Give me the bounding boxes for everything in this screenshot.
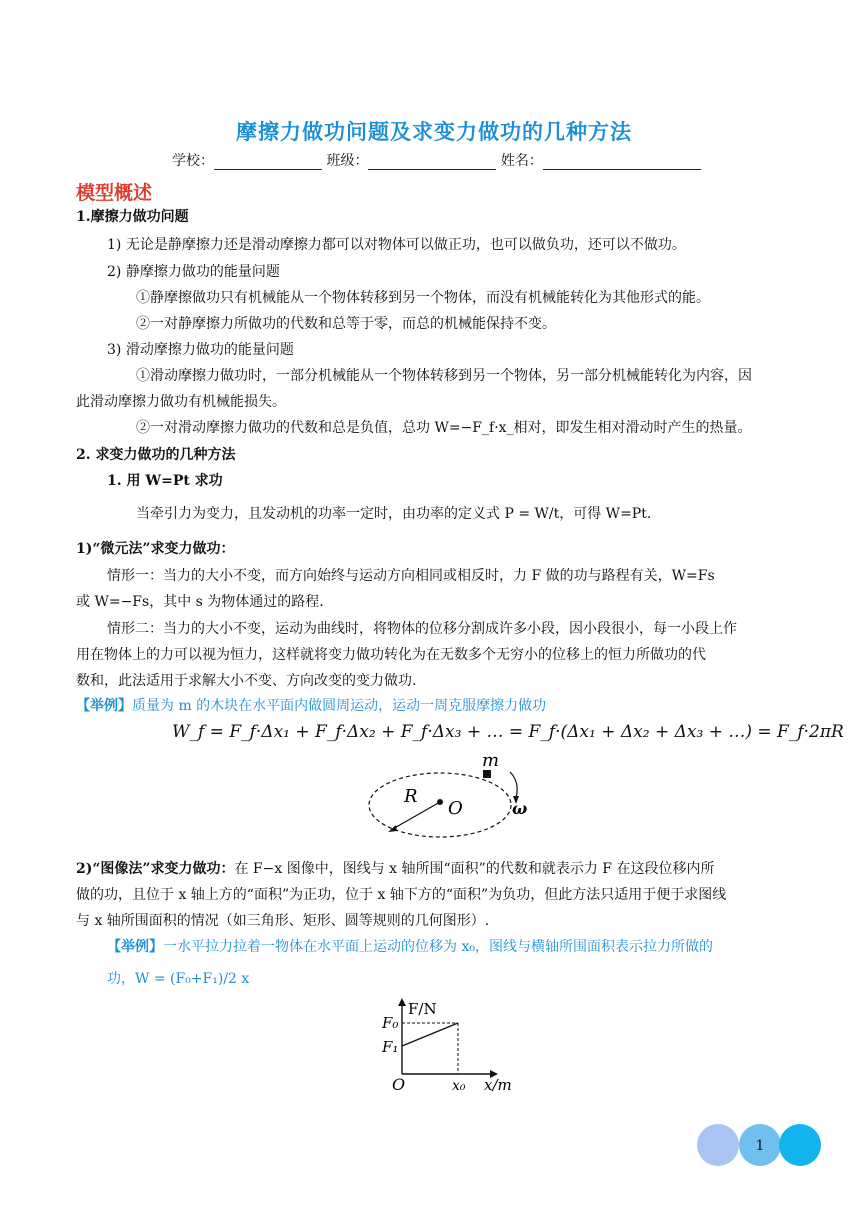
- paragraph: 做的功，且位于 x 轴上方的“面积”为正功，位于 x 轴下方的“面积”为负功，但此方法只适用于便于求图线: [76, 887, 727, 903]
- class-blank: [368, 155, 496, 170]
- y-axis-arrow: [398, 998, 406, 1006]
- paragraph: 与 x 轴所围面积的情况（如三角形、矩形、圆等规则的几何图形）.: [76, 913, 490, 929]
- example-text: 质量为 m 的木块在水平面内做圆周运动，运动一周克服摩擦力做功: [132, 698, 547, 714]
- example-tag: 【举例】: [76, 698, 132, 714]
- paragraph: 此滑动摩擦力做功有机械能损失。: [76, 394, 286, 410]
- name-label: 姓名：: [500, 153, 543, 169]
- example-text: 一水平拉力拉着一物体在水平面上运动的位移为 x₀，图线与横轴所围面积表示拉力所做的: [163, 939, 713, 955]
- paragraph: ②一对滑动摩擦力做功的代数和总是负值，总功 W=−F_f·x_相对，即发生相对滑动时产生的热量。: [136, 420, 752, 436]
- badge-circle-right: [779, 1124, 821, 1166]
- example-tag: 【举例】: [107, 939, 163, 955]
- page-number-badge: [694, 1122, 824, 1168]
- paragraph: 情形一：当力的大小不变，而方向始终与运动方向相同或相反时，力 F 做的功与路程有关，W=Fs: [107, 568, 715, 584]
- student-info-line: [172, 150, 701, 170]
- label-F1: F₁: [382, 1038, 399, 1056]
- label-m: m: [482, 752, 500, 771]
- paragraph: ①静摩擦做功只有机械能从一个物体转移到另一个物体，而没有机械能转化为其他形式的能。: [136, 290, 710, 306]
- paragraph-text: 在 F−x 图像中，图线与 x 轴所围“面积”的代数和就表示力 F 在这段位移内所: [234, 861, 715, 877]
- force-displacement-graph: [374, 996, 524, 1096]
- force-line: [402, 1023, 458, 1046]
- radius-arrowhead: [388, 825, 397, 832]
- school-label: 学校：: [172, 153, 214, 169]
- paragraph: 2) 静摩擦力做功的能量问题: [107, 264, 280, 280]
- block-m: [483, 770, 491, 778]
- paragraph: 当牵引力为变力，且发动机的功率一定时，由功率的定义式 P = W/t，可得 W=Pt.: [136, 506, 652, 522]
- rotation-arrow: [510, 772, 517, 798]
- example-1: [76, 697, 546, 715]
- section-heading: 模型概述: [76, 182, 153, 204]
- example-2-formula: 功，W = (F₀+F₁)/2 x: [107, 971, 250, 987]
- example-2: [107, 938, 713, 956]
- paragraph-graph-method: [76, 860, 714, 878]
- formula-work-friction: W_f = F_f·Δx₁ + F_f·Δx₂ + F_f·Δx₃ + … = F_f·(Δx₁ + Δx₂ + Δx₃ + …) = F_f·2πR: [172, 722, 844, 742]
- label-O: O: [448, 798, 463, 819]
- subheading: 2)“图像法”求变力做功：: [76, 861, 235, 877]
- label-x0: x₀: [452, 1078, 466, 1094]
- label-origin: O: [392, 1075, 406, 1094]
- paragraph: ①滑动摩擦力做功时，一部分机械能从一个物体转移到另一个物体，另一部分机械能转化为内容，因: [136, 368, 752, 384]
- paragraph: ②一对静摩擦力所做功的代数和总等于零，而总的机械能保持不变。: [136, 316, 556, 332]
- class-label: 班级：: [326, 153, 369, 169]
- center-point: [437, 799, 443, 805]
- page-title: 摩擦力做功问题及求变力做功的几种方法: [236, 120, 632, 144]
- heading-variable-force: 2. 求变力做功的几种方法: [76, 447, 236, 463]
- x-axis-label: x/m: [484, 1076, 512, 1094]
- paragraph: 用在物体上的力可以视为恒力，这样就将变力做功转化为在无数多个无穷小的位移上的恒力所做功的代: [76, 647, 706, 663]
- paragraph: 数和，此法适用于求解大小不变、方向改变的变力做功.: [76, 673, 417, 689]
- label-R: R: [404, 786, 418, 807]
- school-blank: [214, 155, 322, 170]
- badge-circle-left: [697, 1124, 739, 1166]
- label-omega: ω: [512, 799, 528, 818]
- circular-motion-figure: [360, 752, 540, 852]
- subheading: 1)“微元法”求变力做功：: [76, 541, 235, 557]
- paragraph: 3) 滑动摩擦力做功的能量问题: [107, 342, 294, 358]
- y-axis-label: F/N: [408, 1000, 437, 1018]
- paragraph: 或 W=−Fs，其中 s 为物体通过的路程.: [76, 594, 324, 610]
- name-blank: [543, 155, 701, 170]
- label-F0: F₀: [382, 1014, 399, 1032]
- subheading: 1. 用 W=Pt 求功: [107, 473, 223, 489]
- page-number: 1: [755, 1138, 765, 1154]
- paragraph: 1) 无论是静摩擦力还是滑动摩擦力都可以对物体可以做正功，也可以做负功，还可以不做功。: [107, 237, 686, 253]
- paragraph: 情形二：当力的大小不变，运动为曲线时，将物体的位移分割成许多小段，因小段很小，每一小段上作: [107, 621, 737, 637]
- heading-friction-work: 1.摩擦力做功问题: [76, 209, 189, 225]
